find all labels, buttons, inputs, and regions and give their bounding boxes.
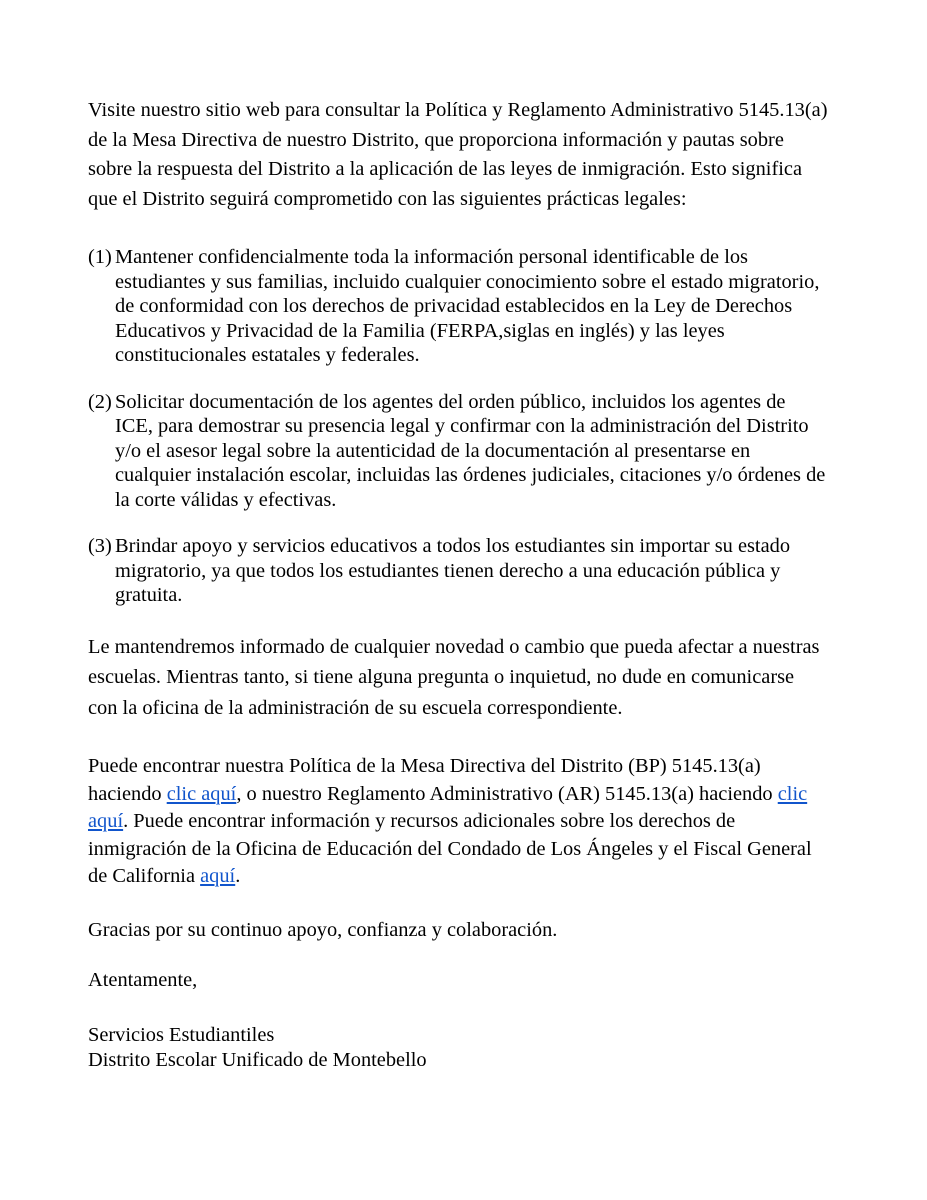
immigration-resources-link[interactable]: aquí xyxy=(200,865,236,887)
resources-text-1: Puede encontrar nuestra Política de la Mesa Directiva del Distrito (BP) 5145.13(a) haciendo xyxy=(88,755,761,805)
practice-number: (3) xyxy=(88,535,112,557)
signature-district: Distrito Escolar Unificado de Montebello xyxy=(88,1049,427,1071)
resources-paragraph xyxy=(88,753,828,891)
resources-text-2: , o nuestro Reglamento Administrativo (AR) 5145.13(a) haciendo xyxy=(236,782,778,805)
intro-paragraph: Visite nuestro sitio web para consultar la Política y Reglamento Administrativo 5145.13(a) de la Mesa Directiva de nuestro Distrito, que proporciona información y pautas sobre sobre la respuesta del Distrito a la aplicación de las leyes de inmigración. Esto significa que el Distrito seguirá comprometido con las siguientes prácticas legales: xyxy=(88,99,828,210)
signature-department: Servicios Estudiantiles xyxy=(88,1023,275,1046)
resources-text-3: . Puede encontrar información y recursos adicionales sobre los derechos de inmigración de la Oficina de Educación del Condado de Los Ángeles y el Fiscal General de California xyxy=(88,810,812,887)
ar-regulation-link[interactable]: clic aquí xyxy=(88,782,808,832)
closing-salutation: Atentamente, xyxy=(88,968,198,991)
practice-item-2 xyxy=(88,390,828,513)
resources-text-4: . xyxy=(235,865,241,887)
practice-text: Mantener confidencialmente toda la información personal identificable de los estudiantes y sus familias, incluido cualquier conocimiento sobre el estado migratorio, de conformidad con los derechos de privacidad establecidos en la Ley de Derechos Educativos y Privacidad de la Familia (FERPA,siglas en inglés) y las leyes constitucionales estatales y federales. xyxy=(115,246,820,366)
thanks-line: Gracias por su continuo apoyo, confianza y colaboración. xyxy=(88,918,558,941)
practice-number: (1) xyxy=(88,246,112,268)
practice-text: Brindar apoyo y servicios educativos a todos los estudiantes sin importar su estado migratorio, ya que todos los estudiantes tienen derecho a una educación pública y gratuita. xyxy=(115,535,791,606)
practice-text: Solicitar documentación de los agentes del orden público, incluidos los agentes de ICE, para demostrar su presencia legal y confirmar con la administración del Distrito y/o el asesor legal sobre la autenticidad de la documentación al presentarse en cualquier instalación escolar, incluidas las órdenes judiciales, citaciones y/o órdenes de la corte válidas y efectivas. xyxy=(115,390,826,511)
bp-policy-link[interactable]: clic aquí xyxy=(166,782,237,805)
practice-item-3 xyxy=(88,534,828,608)
letter-page xyxy=(88,96,828,1074)
practice-item-1 xyxy=(88,245,828,368)
practice-number: (2) xyxy=(88,390,112,413)
practices-list xyxy=(88,245,828,608)
update-notice-paragraph: Le mantendremos informado de cualquier novedad o cambio que pueda afectar a nuestras escuelas. Mientras tanto, si tiene alguna pregunta o inquietud, no dude en comunicarse con la oficina de la administración de su escuela correspondiente. xyxy=(88,635,820,719)
signature-block xyxy=(88,1023,828,1074)
